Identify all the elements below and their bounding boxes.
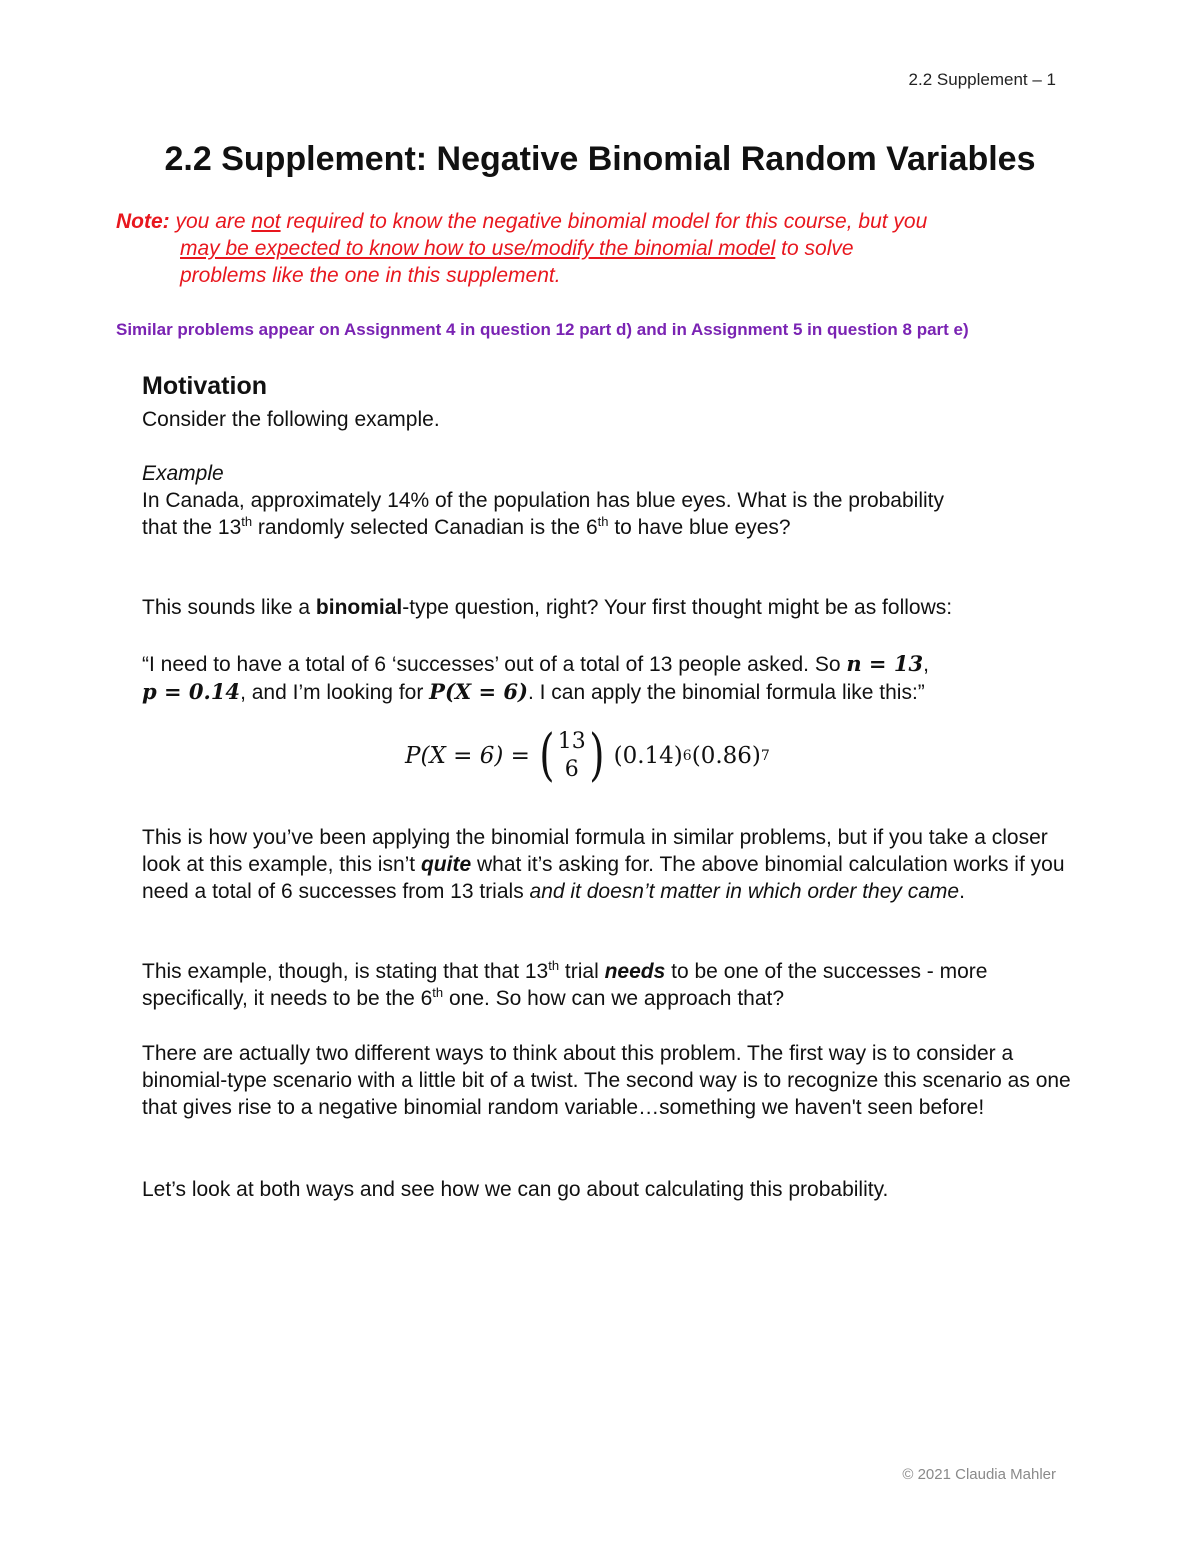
example-line-1: In Canada, approximately 14% of the population has blue eyes. What is the probability — [142, 489, 944, 512]
p2-c: to be one of the successes - more specifically, it needs to be the 6 — [142, 960, 988, 1010]
note-underlined: may be expected to know how to use/modify the binomial model — [180, 237, 776, 260]
binomial-question-a: This sounds like a — [142, 596, 316, 619]
p2-d: one. So how can we approach that? — [443, 987, 785, 1010]
formula-exp-1: 6 — [682, 748, 692, 764]
example-line-2a: that the 13 — [142, 516, 242, 539]
binom-bottom: 6 — [564, 757, 579, 782]
note-block — [116, 208, 1076, 289]
paragraph-4: Let’s look at both ways and see how we can go about calculating this probability. — [142, 1178, 889, 1201]
copyright-footer: © 2021 Claudia Mahler — [902, 1466, 1056, 1483]
binomial-question — [142, 594, 1082, 621]
formula-lhs: P(X = 6) = — [405, 743, 530, 769]
quote-p-equation: p = 0.14 — [142, 679, 241, 704]
example-line-2b: randomly selected Canadian is the 6 — [252, 516, 598, 539]
example-sup-1: th — [241, 514, 253, 529]
quote-b: , — [923, 653, 929, 676]
paragraph-2 — [142, 958, 1082, 1012]
p1-a: This is how you’ve been applying the binomial formula in similar problems, but if you take a closer look at this example, this isn’t — [142, 826, 1048, 876]
p2-sup-1: th — [548, 958, 560, 973]
note-text-3: to solve — [775, 237, 854, 260]
quote-px-expression: P(X = 6) — [429, 679, 528, 704]
note-line-3: problems like the one in this supplement. — [180, 264, 561, 287]
example-block — [142, 460, 1082, 541]
example-sup-2: th — [597, 514, 609, 529]
p2-needs: needs — [604, 960, 666, 983]
binomial-formula — [405, 723, 770, 788]
quote-d: . I can apply the binomial formula like this:” — [527, 681, 925, 704]
note-label: Note: — [116, 210, 170, 233]
formula-exp-2: 7 — [760, 748, 770, 764]
note-text-2: required to know the negative binomial model for this course, but you — [280, 210, 928, 233]
note-text-1: you are — [169, 210, 252, 233]
note-line-2 — [116, 235, 1076, 262]
example-line-2c: to have blue eyes? — [608, 516, 791, 539]
example-label: Example — [142, 462, 224, 485]
p2-sup-2: th — [432, 985, 444, 1000]
paragraph-1 — [142, 824, 1082, 905]
p1-quite: quite — [420, 853, 472, 876]
motivation-intro: Consider the following example. — [142, 408, 440, 431]
note-not: not — [251, 210, 281, 233]
formula-factor-2: (0.86) — [691, 743, 761, 769]
paragraph-3: There are actually two different ways to think about this problem. The first way is to consider a binomial-type scenario with a little bit of a twist. The second way is to recognize this scenario as one that gives rise to a negative binomial random variable…something we haven't seen before! — [142, 1042, 1071, 1119]
p1-italic: and it doesn’t matter in which order they came — [529, 880, 960, 903]
binomial-coefficient: ( 13 6 ) — [539, 723, 605, 788]
binomial-bold: binomial — [315, 596, 403, 619]
similar-problems-note: Similar problems appear on Assignment 4 in question 12 part d) and in Assignment 5 in question 8 part e) — [116, 320, 969, 339]
section-heading-motivation: Motivation — [142, 372, 267, 400]
quote-a: “I need to have a total of 6 ‘successes’ out of a total of 13 people asked. So — [142, 653, 847, 676]
quote-c: , and I’m looking for — [240, 681, 430, 704]
quote-n-equation: n = 13 — [846, 651, 924, 676]
p1-c: . — [959, 880, 965, 903]
binomial-question-b: -type question, right? Your first thought might be as follows: — [402, 596, 953, 619]
p2-b: trial — [559, 960, 605, 983]
p1-b: what it’s asking for. The above binomial calculation works if you need a total of 6 successes from 13 trials — [142, 853, 1065, 903]
page-number: 2.2 Supplement – 1 — [908, 70, 1056, 89]
p2-a: This example, though, is stating that that 13 — [142, 960, 549, 983]
quote-paragraph — [142, 650, 1082, 706]
formula-factor-1: (0.14) — [613, 743, 683, 769]
page-title: 2.2 Supplement: Negative Binomial Random Variables — [164, 140, 1036, 178]
binom-top: 13 — [557, 729, 586, 754]
